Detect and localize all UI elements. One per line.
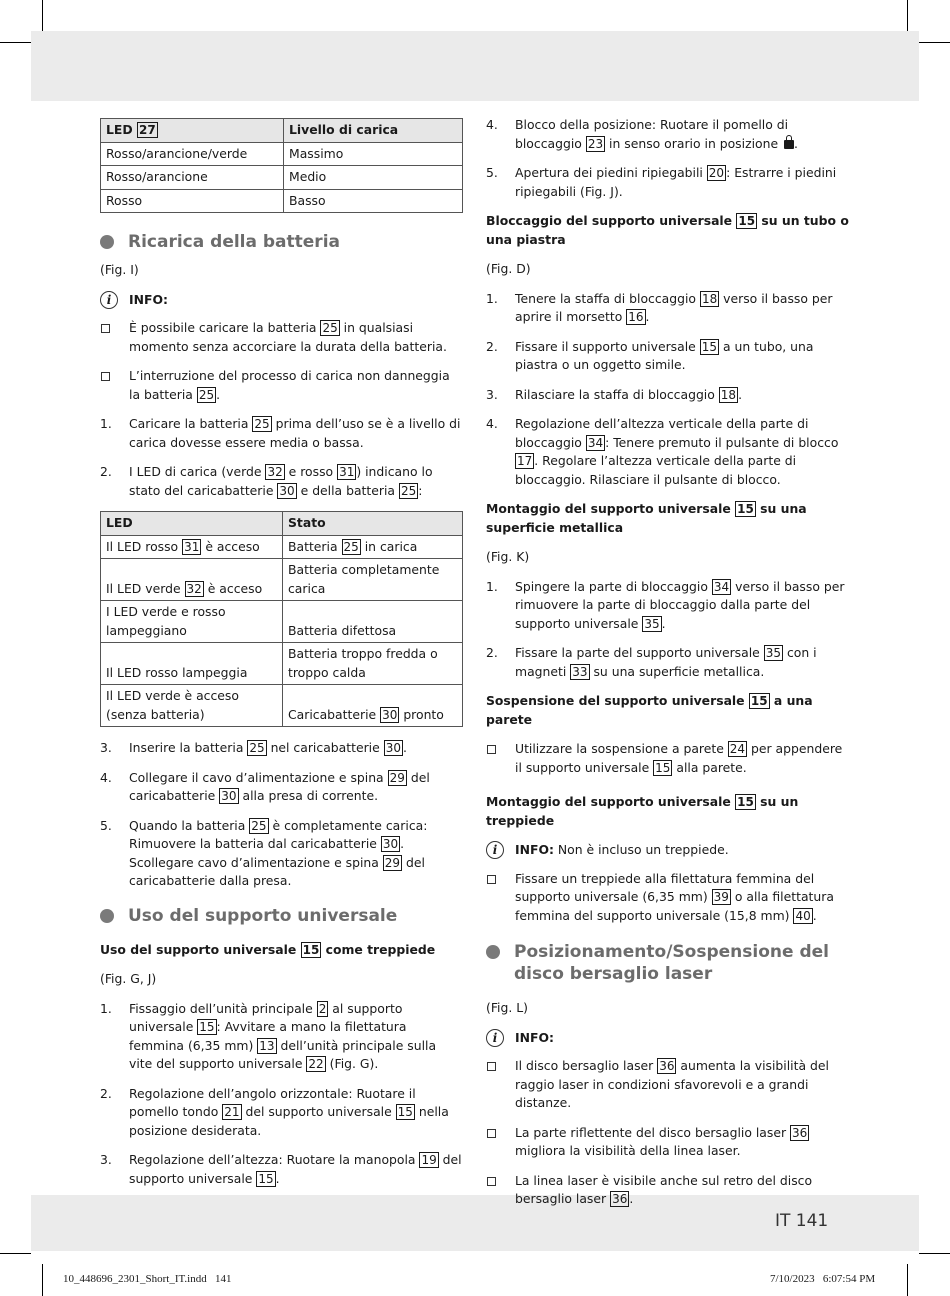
list-item <box>100 739 463 758</box>
table-cell: Rosso/arancione/verde <box>101 142 284 166</box>
bullet-text <box>515 740 850 777</box>
text-run: Bloccaggio del supporto universale <box>486 213 737 228</box>
text-run: : Tenere premuto il pulsante di blocco <box>605 434 839 450</box>
list-item <box>486 870 850 926</box>
text-run: su un tubo o una piastra <box>486 213 849 247</box>
table-header <box>101 119 284 143</box>
step-number: 1. <box>486 290 498 306</box>
list-item <box>100 1000 463 1074</box>
part-number-ref: 30 <box>382 707 398 722</box>
part-number-ref: 18 <box>701 291 718 306</box>
text-run: al supporto universale <box>129 1000 403 1034</box>
bullet-dot-icon <box>100 235 114 249</box>
list-item <box>100 463 463 500</box>
part-number-ref: 15 <box>750 694 768 708</box>
checkbox-bullet-icon <box>486 740 515 777</box>
subheading <box>100 941 463 960</box>
lock-icon <box>784 140 794 149</box>
subheading <box>486 212 850 249</box>
text-run: . <box>661 615 666 631</box>
list-item <box>486 415 850 489</box>
text-run: . <box>216 386 221 402</box>
part-number-ref: 40 <box>795 908 811 923</box>
part-number-ref: 15 <box>397 1105 413 1119</box>
section-heading: Ricarica della batteria <box>100 231 463 253</box>
text-run: I LED di carica (verde <box>129 464 266 479</box>
crop-mark <box>0 42 31 43</box>
bullet-text <box>515 870 850 926</box>
text-run: Rilasciare la staffa di bloccaggio <box>515 386 719 402</box>
step-number: 2. <box>486 338 498 354</box>
rich-text <box>100 942 435 957</box>
checkbox-bullet-icon <box>486 1057 515 1113</box>
step-number: 1. <box>100 1000 112 1016</box>
figure-reference: (Fig. G, J) <box>100 971 157 986</box>
text-run: migliora la visibilità della linea laser. <box>515 1143 741 1158</box>
text-run: Batteria difettosa <box>288 622 397 638</box>
bullet-text <box>129 319 463 356</box>
section-heading: Posizionamento/Sospensione del disco bersaglio laser <box>486 941 850 985</box>
bullet-text <box>515 1172 850 1209</box>
text-run: . <box>645 309 650 324</box>
part-number-ref: 29 <box>389 770 405 785</box>
step-text <box>129 817 463 891</box>
text-run: L’interruzione del processo di carica non danneggia la batteria <box>129 368 450 402</box>
step-text <box>515 164 850 201</box>
part-number-ref: 35 <box>644 616 660 631</box>
part-number-ref: 13 <box>259 1038 275 1053</box>
part-number-ref: 15 <box>737 795 754 809</box>
table-cell: Rosso/arancione <box>101 166 284 190</box>
table-cell: Medio <box>284 166 463 190</box>
bullet-list <box>486 740 850 777</box>
part-number-ref: 36 <box>659 1059 675 1073</box>
part-number-ref: 15 <box>302 942 320 957</box>
table-cell <box>283 685 463 727</box>
part-number-ref: 34 <box>587 435 604 450</box>
info-icon: i <box>100 291 118 309</box>
part-number-ref: 27 <box>138 123 156 137</box>
text-run: Utilizzare la sospensione a parete <box>515 741 728 756</box>
bullet-dot-icon <box>486 945 500 959</box>
list-item <box>486 644 850 681</box>
step-text <box>515 338 850 375</box>
text-run: su un treppiede <box>486 794 799 828</box>
step-text <box>129 1151 463 1188</box>
rich-text <box>486 501 807 535</box>
part-number-ref: 19 <box>421 1153 437 1167</box>
step-number: 3. <box>100 1152 112 1167</box>
rich-text <box>106 122 158 137</box>
text-run: ) indicano lo stato del caricabatterie <box>129 464 433 498</box>
part-number-ref: 30 <box>385 741 401 755</box>
crop-mark <box>907 0 908 31</box>
text-run: pronto <box>399 706 444 722</box>
table-cell <box>101 685 283 727</box>
part-number-ref: 36 <box>792 1125 808 1140</box>
bullet-text <box>515 1057 850 1113</box>
checkbox-bullet-icon <box>486 870 515 926</box>
bullet-text <box>515 1124 850 1161</box>
text-run: Tenere la staffa di bloccaggio <box>515 290 700 306</box>
text-run: alla presa di corrente. <box>238 788 379 803</box>
part-number-ref: 15 <box>738 214 756 228</box>
part-number-ref: 25 <box>400 483 417 498</box>
table-row <box>101 535 463 559</box>
section-heading: Uso del supporto universale <box>100 905 463 927</box>
table-cell: Rosso <box>101 189 284 213</box>
crop-mark <box>42 1264 43 1296</box>
list-item <box>486 1172 850 1209</box>
part-number-ref: 30 <box>279 483 295 498</box>
part-number-ref: 24 <box>729 742 746 756</box>
list-item <box>486 740 850 777</box>
text-run: Il LED rosso <box>106 538 183 554</box>
part-number-ref: 25 <box>249 741 265 755</box>
text-run: I LED verde e rosso lampeggiano <box>106 604 226 638</box>
text-run: Uso del supporto universale <box>100 941 301 957</box>
text-run: Il LED verde <box>106 580 185 596</box>
list-item <box>486 164 850 201</box>
list-item <box>100 1085 463 1141</box>
text-run: del supporto universale <box>129 1152 462 1186</box>
list-item <box>100 319 463 356</box>
table-header: Stato <box>283 512 463 536</box>
table-cell: Massimo <box>284 142 463 166</box>
text-run: alla parete. <box>672 759 747 775</box>
part-number-ref: 25 <box>251 818 267 833</box>
text-run: Regolazione dell’altezza: Ruotare la manopola <box>129 1152 420 1167</box>
part-number-ref: 32 <box>267 465 283 479</box>
text-run: Fissare il supporto universale <box>515 338 700 354</box>
step-number: 2. <box>486 645 498 660</box>
step-number: 4. <box>100 769 112 785</box>
subheading <box>486 793 850 830</box>
step-list <box>486 578 850 682</box>
part-number-ref: 20 <box>708 166 725 180</box>
text-run: Regolazione dell’altezza verticale della parte di bloccaggio <box>515 416 809 450</box>
text-run: Blocco della posizione: Ruotare il pomello di bloccaggio <box>515 117 789 151</box>
text-run: Sospensione del supporto universale <box>486 693 749 708</box>
step-number: 2. <box>100 464 112 479</box>
list-item <box>486 1124 850 1161</box>
subheading <box>486 500 850 537</box>
step-list <box>100 1000 463 1189</box>
led-status-table <box>100 511 463 727</box>
text-run: Livello di carica <box>289 122 399 137</box>
crop-mark <box>919 1253 950 1254</box>
list-item <box>486 1057 850 1113</box>
step-text <box>129 463 463 500</box>
checkbox-bullet-icon <box>486 1172 515 1209</box>
table-cell <box>283 643 463 685</box>
table-row <box>101 559 463 601</box>
checkbox-bullet-icon <box>100 367 129 404</box>
text-run: del supporto universale <box>241 1104 396 1119</box>
step-text <box>515 415 850 489</box>
step-list <box>486 116 850 201</box>
part-number-ref: 29 <box>384 855 401 870</box>
part-number-ref: 15 <box>655 760 671 775</box>
text-run: Fissaggio dell’unità principale <box>129 1000 317 1016</box>
subheading <box>486 692 850 729</box>
text-run: Batteria <box>288 538 342 554</box>
text-run: e rosso <box>284 464 338 479</box>
led-charge-table <box>100 118 463 213</box>
text-run: con i magneti <box>515 645 817 679</box>
info-icon: i <box>486 1029 504 1047</box>
rich-text <box>486 693 813 727</box>
print-date: 7/10/2023 6:07:54 PM <box>770 1273 876 1285</box>
list-item <box>100 367 463 404</box>
text-run: per appendere il supporto universale <box>515 741 843 775</box>
table-cell <box>283 559 463 601</box>
text-run: aumenta la visibilità del raggio laser in condizioni sfavorevoli e a grandi distanze. <box>515 1058 829 1110</box>
part-number-ref: 35 <box>765 646 781 660</box>
step-text <box>129 739 407 758</box>
part-number-ref: 2 <box>318 1001 327 1016</box>
part-number-ref: 25 <box>198 387 215 402</box>
step-text <box>515 290 850 327</box>
left-column <box>100 116 463 1199</box>
table-row <box>101 643 463 685</box>
crop-mark <box>42 0 43 31</box>
text-run: È possibile caricare la batteria <box>129 320 321 335</box>
text-run: verso il basso per aprire il morsetto <box>515 290 833 324</box>
text-run: in carica <box>360 538 418 554</box>
part-number-ref: 36 <box>612 1192 628 1206</box>
table-header <box>284 119 463 143</box>
part-number-ref: 15 <box>701 339 718 354</box>
header-band <box>31 31 919 101</box>
text-run: La parte riflettente del disco bersaglio laser <box>515 1124 790 1140</box>
table-cell: Basso <box>284 189 463 213</box>
part-number-ref: 25 <box>254 417 270 431</box>
step-number: 3. <box>100 740 112 755</box>
part-number-ref: 15 <box>258 1171 274 1186</box>
text-run: LED <box>106 122 137 137</box>
text-run: a un tubo, una piastra o un oggetto simile. <box>515 338 814 372</box>
step-text <box>515 644 850 681</box>
list-item <box>100 769 463 806</box>
step-text <box>515 386 742 405</box>
text-run: prima dell’uso se è a livello di carica dovesse essere media o bassa. <box>129 416 461 450</box>
checkbox-bullet-icon <box>486 1124 515 1161</box>
part-number-ref: 18 <box>720 387 737 402</box>
figure-reference: (Fig. L) <box>486 1000 528 1015</box>
checkbox-bullet-icon <box>100 319 129 356</box>
step-number: 4. <box>486 117 498 132</box>
part-number-ref: 32 <box>186 581 202 596</box>
text-run: . <box>812 907 817 923</box>
text-run: Fissare un treppiede alla filettatura femmina del supporto universale (6,35 mm) <box>515 870 815 904</box>
bullet-list <box>486 1057 850 1209</box>
step-list <box>486 290 850 490</box>
table-cell <box>101 559 283 601</box>
text-run: Collegare il cavo d’alimentazione e spina <box>129 769 388 785</box>
text-run: del caricabatterie <box>129 769 430 803</box>
list-item <box>100 1151 463 1188</box>
bullet-list <box>100 319 463 404</box>
part-number-ref: 31 <box>339 465 355 479</box>
text-run: come treppiede <box>321 941 436 957</box>
info-note: i INFO: Non è incluso un treppiede. <box>486 841 850 860</box>
crop-mark <box>907 1264 908 1296</box>
text-run: è acceso <box>203 580 263 596</box>
page-number: IT 141 <box>775 1211 829 1231</box>
text-run: Il disco bersaglio laser <box>515 1058 658 1073</box>
text-run: è acceso <box>201 538 260 554</box>
text-run: Batteria completamente carica <box>288 562 440 596</box>
list-item <box>486 338 850 375</box>
info-note: i INFO: <box>486 1029 850 1048</box>
bullet-list <box>486 870 850 926</box>
text-run: : Avvitare a mano la filettatura femmina (6,35 mm) <box>129 1019 407 1053</box>
crop-mark <box>0 1253 31 1254</box>
table-cell <box>283 601 463 643</box>
text-run: nella posizione desiderata. <box>129 1104 449 1138</box>
text-run: verso il basso per rimuovere la parte di bloccaggio dalla parte del supporto universale <box>515 578 845 631</box>
part-number-ref: 25 <box>343 539 359 554</box>
figure-reference: (Fig. I) <box>100 262 139 277</box>
list-item <box>486 290 850 327</box>
part-number-ref: 31 <box>184 539 200 554</box>
text-run: Caricare la batteria <box>129 416 253 431</box>
text-run: Il LED rosso lampeggia <box>106 664 248 680</box>
info-note: i INFO: <box>100 291 463 310</box>
part-number-ref: 16 <box>628 310 644 324</box>
step-text <box>515 578 850 634</box>
step-text <box>129 769 463 806</box>
part-number-ref: 33 <box>572 664 588 679</box>
text-run: Montaggio del supporto universale <box>486 794 736 809</box>
part-number-ref: 39 <box>713 890 729 904</box>
text-run: Regolazione dell’angolo orizzontale: Ruotare il pomello tondo <box>129 1085 416 1119</box>
part-number-ref: 30 <box>221 789 237 803</box>
step-text <box>129 415 463 452</box>
text-run: a una parete <box>486 693 813 727</box>
text-run: in qualsiasi momento senza accorciare la durata della batteria. <box>129 320 447 354</box>
text-run: (Fig. G). <box>325 1056 379 1071</box>
bullet-dot-icon <box>100 909 114 923</box>
text-run: : <box>418 482 423 498</box>
step-number: 5. <box>100 817 112 833</box>
table-cell <box>101 535 283 559</box>
text-run: Spingere la parte di bloccaggio <box>515 578 712 594</box>
part-number-ref: 23 <box>587 136 604 151</box>
step-text <box>129 1000 463 1074</box>
part-number-ref: 17 <box>517 454 533 468</box>
text-run: . Regolare l’altezza verticale della parte di bloccaggio. Rilasciare il pulsante di blocco. <box>515 453 797 487</box>
rich-text <box>486 213 849 247</box>
text-run: Fissare la parte del supporto universale <box>515 645 764 660</box>
rich-text <box>289 122 398 137</box>
text-run: Apertura dei piedini ripiegabili <box>515 165 707 180</box>
text-run: Inserire la batteria <box>129 740 248 755</box>
step-number: 2. <box>100 1085 112 1101</box>
step-list <box>100 739 463 891</box>
list-item <box>100 415 463 452</box>
info-icon: i <box>486 841 504 859</box>
text-run: . Scollegare cavo d’alimentazione e spina <box>129 836 405 870</box>
text-run: La linea laser è visibile anche sul retro del disco bersaglio laser <box>515 1172 813 1206</box>
text-run: o alla filettatura femmina del supporto universale (15,8 mm) <box>515 889 834 923</box>
text-run: in senso orario in posizione <box>605 135 783 151</box>
figure-reference: (Fig. D) <box>486 261 531 276</box>
part-number-ref: 15 <box>199 1020 215 1034</box>
table-cell <box>283 535 463 559</box>
part-number-ref: 30 <box>382 837 399 851</box>
part-number-ref: 22 <box>308 1057 324 1071</box>
part-number-ref: 34 <box>713 579 730 594</box>
step-number: 4. <box>486 416 498 431</box>
bullet-text <box>129 367 463 404</box>
text-run: . <box>629 1191 634 1206</box>
list-item <box>486 386 850 405</box>
part-number-ref: 25 <box>322 321 338 335</box>
part-number-ref: 21 <box>224 1105 240 1119</box>
step-number: 1. <box>100 416 112 431</box>
text-run: del caricabatterie dalla presa. <box>129 854 425 888</box>
text-run: e della batteria <box>296 482 399 498</box>
print-file-info: 10_448696_2301_Short_IT.indd 141 <box>63 1273 232 1285</box>
text-run: nel caricabatterie <box>266 740 384 755</box>
step-text <box>129 1085 463 1141</box>
text-run: Il LED verde è acceso (senza batteria) <box>106 688 239 722</box>
list-item <box>100 817 463 891</box>
crop-mark <box>919 42 950 43</box>
list-item <box>486 578 850 634</box>
text-run: Montaggio del supporto universale <box>486 501 736 516</box>
table-row <box>101 601 463 643</box>
table-cell <box>101 643 283 685</box>
text-run: su una superficie metallica <box>486 501 807 535</box>
figure-reference: (Fig. K) <box>486 549 530 564</box>
rich-text <box>486 794 798 828</box>
text-run: su una superficie metallica. <box>589 663 765 679</box>
table-header: LED <box>101 512 283 536</box>
text-run: . <box>275 1170 280 1186</box>
part-number-ref: 15 <box>737 502 754 516</box>
text-run: Batteria troppo fredda o troppo calda <box>288 646 438 680</box>
step-number: 1. <box>486 578 498 594</box>
text-run: : Estrarre i piedini ripiegabili (Fig. J). <box>515 165 837 199</box>
table-cell <box>101 601 283 643</box>
step-number: 5. <box>486 165 498 180</box>
text-run: Quando la batteria <box>129 817 250 833</box>
step-text: Blocco della posizione: Ruotare il pomello di bloccaggio 23 in senso orario in posizione . <box>515 117 798 151</box>
right-column <box>486 116 850 1220</box>
text-run: . <box>402 740 407 755</box>
step-number: 3. <box>486 386 498 402</box>
step-list <box>100 415 463 500</box>
text-run: . <box>738 386 743 402</box>
text-run: dell’unità principale sulla vite del supporto universale <box>129 1037 437 1071</box>
list-item <box>486 116 850 153</box>
text-run: Caricabatterie <box>288 706 381 722</box>
table-row <box>101 685 463 727</box>
text-run: è completamente carica: Rimuovere la batteria dal caricabatterie <box>129 817 428 851</box>
